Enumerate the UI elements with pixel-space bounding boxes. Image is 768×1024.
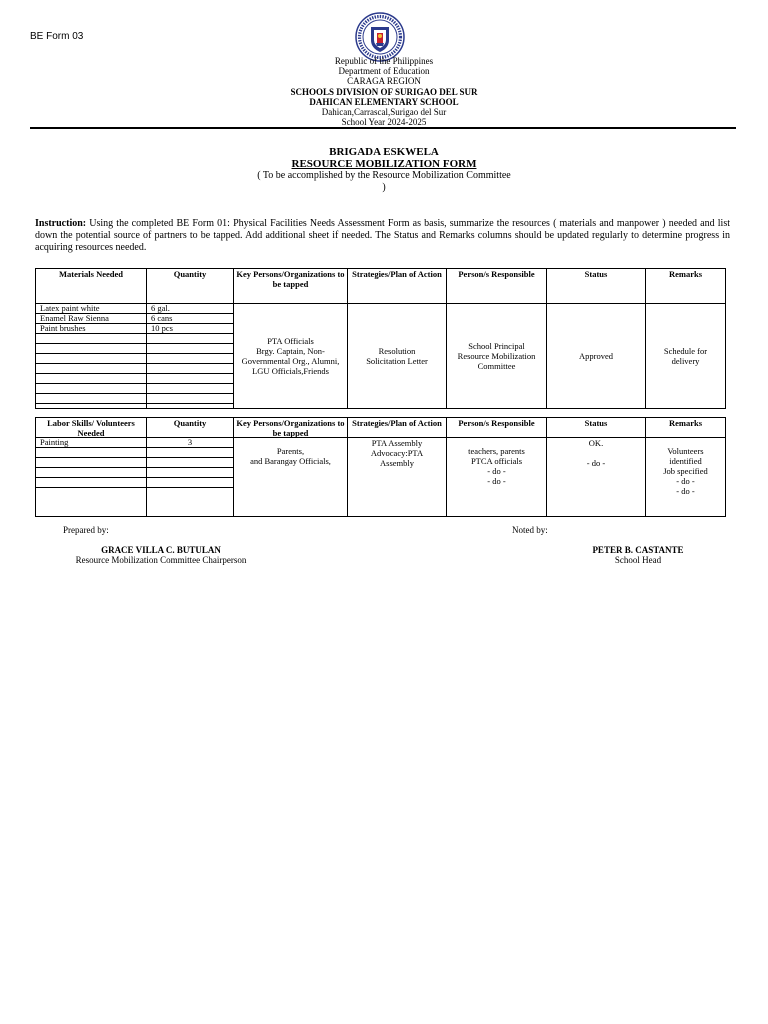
header-republic: Republic of the Philippines [334, 56, 434, 66]
responsible-line: Resource Mobilization [457, 351, 536, 361]
head-name: PETER B. CASTANTE [592, 545, 684, 555]
empty-cell [36, 394, 147, 404]
table-row-qty: 6 cans [147, 314, 234, 324]
form-title-block [0, 146, 768, 194]
table-row-qty: 6 gal. [147, 304, 234, 314]
responsible-line: - do - [487, 476, 506, 486]
responsible-line: PTCA officials [470, 456, 523, 466]
materials-key-persons [234, 304, 348, 409]
header-region: CARAGA REGION [347, 76, 421, 87]
materials-responsible [447, 304, 547, 409]
materials-header-key-persons: Key Persons/Organizations to be tapped [234, 269, 348, 304]
preparer-title: Resource Mobilization Committee Chairperson [75, 555, 247, 565]
strategy-line: PTA Assembly [371, 438, 423, 448]
empty-cell [147, 468, 234, 478]
remarks-line: - do - [676, 486, 695, 496]
empty-cell [36, 354, 147, 364]
key-person-line: LGU Officials,Friends [252, 366, 329, 376]
header-address: Dahican,Carrascal,Surigao del Sur [321, 107, 447, 118]
materials-header-status: Status [547, 269, 646, 304]
remarks-line: identified [669, 456, 702, 466]
responsible-line: Committee [477, 361, 516, 371]
empty-cell [147, 354, 234, 364]
labor-table [35, 417, 726, 517]
header-block [0, 56, 768, 127]
labor-header-responsible: Person/s Responsible [447, 418, 547, 438]
status-value: OK. [588, 438, 604, 448]
key-person-line: Parents, [276, 446, 305, 456]
form-note-close: ) [382, 182, 386, 193]
empty-cell [147, 488, 234, 517]
labor-remarks [646, 438, 726, 517]
key-person-line: PTA Officials [267, 336, 314, 346]
labor-header-key-persons: Key Persons/Organizations to be tapped [234, 418, 348, 438]
key-person-line: Brgy. Captain, Non- [256, 346, 325, 356]
strategy-line: Assembly [380, 458, 414, 468]
empty-cell [147, 394, 234, 404]
header-department: Department of Education [338, 66, 430, 77]
labor-key-persons [234, 438, 348, 517]
empty-cell [36, 384, 147, 394]
labor-responsible [447, 438, 547, 517]
status-value: Approved [579, 351, 613, 361]
empty-cell [36, 488, 147, 517]
prepared-by-label: Prepared by: [63, 525, 109, 535]
form-code: BE Form 03 [30, 31, 84, 42]
empty-cell [36, 334, 147, 344]
header-school: DAHICAN ELEMENTARY SCHOOL [309, 96, 459, 107]
empty-cell [36, 344, 147, 354]
materials-remarks [646, 304, 726, 409]
table-row-item: Latex paint white [36, 304, 147, 314]
key-person-line: Governmental Org., Alumni, [241, 356, 340, 366]
table-row-qty: 3 [147, 438, 234, 448]
responsible-line: - do - [487, 466, 506, 476]
table-row-item: Painting [36, 438, 147, 448]
header-rule [30, 127, 736, 129]
table-row-item: Paint brushes [36, 324, 147, 334]
labor-status [547, 438, 646, 517]
materials-header-quantity: Quantity [147, 269, 234, 304]
empty-cell [147, 478, 234, 488]
form-name: RESOURCE MOBILIZATION FORM [291, 158, 477, 170]
labor-header-status: Status [547, 418, 646, 438]
empty-cell [147, 448, 234, 458]
empty-cell [147, 404, 234, 409]
strategy-line: Resolution [378, 346, 416, 356]
empty-cell [147, 344, 234, 354]
head-block [568, 545, 708, 565]
empty-cell [36, 364, 147, 374]
noted-by-label: Noted by: [512, 525, 548, 535]
empty-cell [36, 468, 147, 478]
empty-cell [36, 374, 147, 384]
labor-header-remarks: Remarks [646, 418, 726, 438]
empty-cell [147, 334, 234, 344]
labor-header-strategies: Strategies/Plan of Action [348, 418, 447, 438]
materials-header-strategies: Strategies/Plan of Action [348, 269, 447, 304]
labor-header-quantity: Quantity [147, 418, 234, 438]
strategy-line: Advocacy:PTA [370, 448, 424, 458]
empty-cell [147, 364, 234, 374]
empty-cell [147, 458, 234, 468]
preparer-block [55, 545, 267, 565]
status-value: - do - [586, 458, 606, 468]
materials-header-remarks: Remarks [646, 269, 726, 304]
empty-cell [147, 374, 234, 384]
instruction-paragraph [35, 218, 730, 253]
remarks-line: - do - [676, 476, 695, 486]
materials-header-responsible: Person/s Responsible [447, 269, 547, 304]
empty-cell [36, 404, 147, 409]
materials-strategies [348, 304, 447, 409]
remarks-line: delivery [671, 356, 700, 366]
table-row-item: Enamel Raw Sienna [36, 314, 147, 324]
key-person-line: and Barangay Officials, [250, 456, 331, 466]
header-division: SCHOOLS DIVISION OF SURIGAO DEL SUR [290, 86, 478, 97]
header-school-year: School Year 2024-2025 [341, 117, 427, 128]
materials-table [35, 268, 726, 409]
instruction-label: Instruction: [35, 218, 87, 229]
strategy-line: Solicitation Letter [366, 356, 428, 366]
preparer-name: GRACE VILLA C. BUTULAN [101, 545, 221, 555]
head-title: School Head [614, 555, 662, 565]
responsible-line: School Principal [468, 341, 525, 351]
remarks-line: Schedule for [663, 346, 708, 356]
empty-cell [36, 458, 147, 468]
form-note: ( To be accomplished by the Resource Mobilization Committee [257, 170, 511, 181]
remarks-line: Job specified [663, 466, 708, 476]
materials-status [547, 304, 646, 409]
labor-header-item: Labor Skills/ Volunteers Needed [36, 418, 147, 438]
empty-cell [36, 448, 147, 458]
labor-strategies [348, 438, 447, 517]
responsible-line: teachers, parents [468, 446, 525, 456]
empty-cell [147, 384, 234, 394]
instruction-text: Using the completed BE Form 01: Physical Facilities Needs Assessment Form as basis, summarize the resources ( materials and manpower ) needed and list down the potential source of partners to be tapped. Add additional sheet if needed. The Status and Remarks columns should be updated regularly to determine progress in acquiring resources needed. [35, 218, 730, 253]
deped-seal-icon [355, 12, 405, 62]
form-title: BRIGADA ESKWELA [329, 146, 439, 158]
materials-header-item: Materials Needed [36, 269, 147, 304]
table-row-qty: 10 pcs [147, 324, 234, 334]
empty-cell [36, 478, 147, 488]
remarks-line: Volunteers [667, 446, 704, 456]
